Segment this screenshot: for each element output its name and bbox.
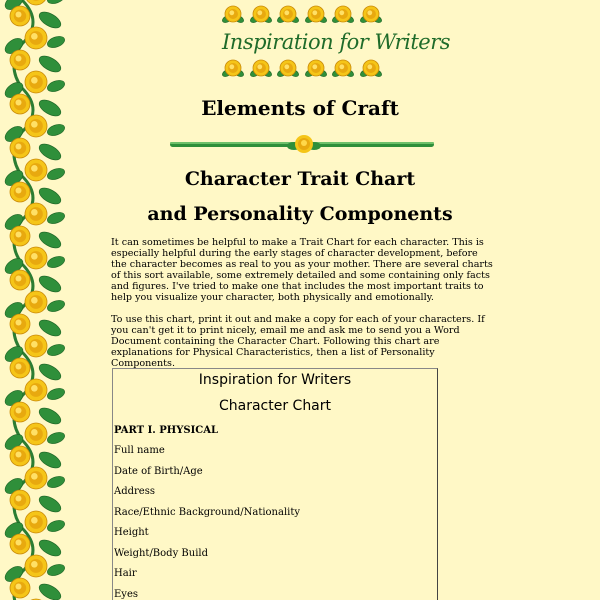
chart-field: Hair (114, 568, 137, 579)
leaf-icon (46, 386, 66, 402)
yellow-rose-icon (25, 555, 47, 577)
yellow-rose-icon (10, 138, 30, 158)
chart-field: Address (114, 486, 155, 497)
chart-field: Date of Birth/Age (114, 465, 203, 477)
page-title-line1: Character Trait Chart (184, 168, 416, 190)
yellow-rose-icon (225, 6, 241, 22)
banner-rose-row-top (222, 5, 382, 25)
yellow-rose-icon (10, 446, 30, 466)
yellow-rose-icon (10, 6, 30, 26)
yellow-rose-icon (308, 6, 324, 22)
chart-part-label: PART I. PHYSICAL (114, 425, 219, 436)
yellow-rose-icon (10, 226, 30, 246)
chart-field: Weight/Body Build (114, 547, 208, 559)
yellow-rose-icon (225, 60, 241, 76)
chart-heading-title: Character Chart (218, 398, 332, 414)
leaf-icon (46, 430, 66, 446)
yellow-rose-icon (250, 59, 272, 79)
leaf-icon (46, 254, 66, 270)
yellow-rose-icon (305, 59, 327, 79)
leaf-icon (46, 78, 66, 94)
leaf-icon (46, 298, 66, 314)
section-heading: Elements of Craft (201, 96, 399, 120)
yellow-rose-icon (250, 5, 272, 25)
yellow-rose-icon (277, 5, 299, 25)
character-chart-table (112, 368, 438, 600)
yellow-rose-icon (10, 578, 30, 598)
leaf-icon (37, 581, 64, 600)
yellow-rose-icon (25, 467, 47, 489)
yellow-rose-icon (277, 59, 299, 79)
yellow-rose-icon (280, 6, 296, 22)
leaf-icon (46, 518, 66, 534)
yellow-rose-icon (25, 335, 47, 357)
yellow-rose-icon (335, 60, 351, 76)
rose-vine-icon (0, 0, 72, 600)
yellow-rose-icon (308, 60, 324, 76)
intro-paragraph-2: To use this chart, print it out and make a copy for each of your characters. If you can't get it to print nicely, email me and ask me to send you a Word Document containing the Character Chart. Following this chart are explanations for Physical Characteristics, then a list of Personality Components. (111, 314, 485, 369)
rose-divider-icon (170, 134, 434, 154)
chart-field: Height (114, 527, 149, 538)
banner-rose-row-bottom (222, 59, 382, 79)
yellow-rose-icon (332, 5, 354, 25)
chart-heading-site: Inspiration for Writers (198, 372, 352, 388)
leaf-icon (46, 0, 66, 6)
yellow-rose-icon (280, 60, 296, 76)
yellow-rose-icon (10, 534, 30, 554)
site-banner[interactable] (222, 5, 451, 81)
yellow-rose-icon (25, 27, 47, 49)
yellow-rose-icon (10, 358, 30, 378)
yellow-rose-icon (363, 60, 379, 76)
yellow-rose-icon (332, 59, 354, 79)
page-title-line2: and Personality Components (147, 203, 453, 225)
yellow-rose-icon (10, 490, 30, 510)
yellow-rose-icon (305, 5, 327, 25)
yellow-rose-icon (25, 511, 47, 533)
chart-field: Eyes (114, 588, 138, 600)
chart-field: Full name (114, 445, 165, 456)
yellow-rose-icon (25, 291, 47, 313)
yellow-rose-icon (10, 270, 30, 290)
yellow-rose-icon (253, 6, 269, 22)
banner-title: Inspiration for Writers (222, 30, 451, 54)
yellow-rose-icon (253, 60, 269, 76)
yellow-rose-icon (25, 247, 47, 269)
yellow-rose-icon (360, 59, 382, 79)
leaf-icon (46, 562, 66, 578)
leaf-icon (46, 342, 66, 358)
chart-field-list (113, 441, 437, 600)
leaf-icon (46, 34, 66, 50)
rose-vine-border (0, 0, 72, 600)
rose-divider (170, 134, 434, 154)
leaf-icon (46, 122, 66, 138)
yellow-rose-icon (360, 5, 382, 25)
yellow-rose-icon (25, 379, 47, 401)
intro-paragraph-1: It can sometimes be helpful to make a Trait Chart for each character. This is especially helpful during the early stages of character development, before the character becomes as real to you as your mother. There are several charts of this sort available, some extremely detailed and some containing only facts and figures. I've tried to make one that includes the most important traits to help you visualize your character, both physically and emotionally. (111, 237, 493, 303)
yellow-rose-icon (25, 71, 47, 93)
yellow-rose-icon (10, 314, 30, 334)
leaf-icon (46, 474, 66, 490)
yellow-rose-icon (222, 5, 244, 25)
yellow-rose-icon (335, 6, 351, 22)
yellow-rose-icon (25, 0, 47, 5)
yellow-rose-icon (222, 59, 244, 79)
yellow-rose-icon (10, 402, 30, 422)
yellow-rose-icon (25, 423, 47, 445)
yellow-rose-icon (363, 6, 379, 22)
yellow-rose-icon (10, 50, 30, 70)
chart-field: Race/Ethnic Background/Nationality (114, 506, 301, 518)
